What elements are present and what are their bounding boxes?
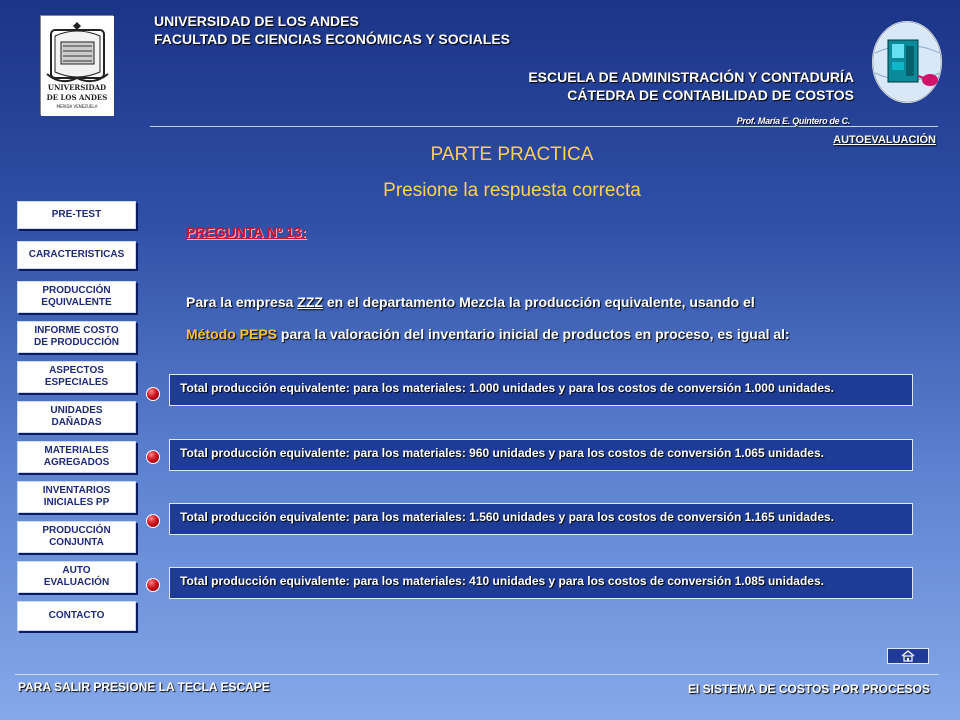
system-name: El SISTEMA DE COSTOS POR PROCESOS (687, 682, 930, 696)
chair-name: CÁTEDRA DE CONTABILIDAD DE COSTOS (567, 87, 854, 103)
sidebar-item-produccion-conjunta[interactable]: PRODUCCIÓN CONJUNTA (17, 521, 136, 553)
sidebar-item-materiales-agregados[interactable]: MATERIALES AGREGADOS (17, 441, 136, 473)
question-text-part: en el departamento Mezcla la producción equivalente, usando el (322, 294, 755, 310)
globe-computer-icon (870, 18, 945, 106)
svg-text:UNIVERSIDAD: UNIVERSIDAD (47, 83, 107, 92)
sidebar-item-produccion-equivalente[interactable]: PRODUCCIÓN EQUIVALENTE (17, 281, 136, 313)
home-icon (901, 650, 915, 662)
question-text-part: Para la empresa (186, 294, 298, 310)
faculty-name: FACULTAD DE CIENCIAS ECONÓMICAS Y SOCIALES (154, 31, 510, 47)
svg-text:MERIDA VENEZUELA: MERIDA VENEZUELA (56, 104, 98, 109)
answer-bullet-icon[interactable] (146, 514, 160, 528)
sidebar-item-unidades-danadas[interactable]: UNIDADES DAÑADAS (17, 401, 136, 433)
company-name: ZZZ (297, 294, 323, 310)
answer-option-3[interactable]: Total producción equivalente: para los materiales: 1.560 unidades y para los costos de conversión 1.165 unidades. (169, 503, 913, 535)
answer-option-2[interactable]: Total producción equivalente: para los materiales: 960 unidades y para los costos de conversión 1.065 unidades. (169, 439, 913, 471)
home-button[interactable] (887, 648, 929, 664)
answer-option-1[interactable]: Total producción equivalente: para los materiales: 1.000 unidades y para los costos de conversión 1.000 unidades. (169, 374, 913, 406)
question-text-line-2 (186, 326, 790, 342)
section-link-autoevaluacion[interactable]: AUTOEVALUACIÓN (833, 134, 936, 146)
question-text-line-1 (186, 294, 755, 310)
sidebar-item-aspectos-especiales[interactable]: ASPECTOS ESPECIALES (17, 361, 136, 393)
answer-bullet-icon[interactable] (146, 450, 160, 464)
answer-option-4[interactable]: Total producción equivalente: para los materiales: 410 unidades y para los costos de conversión 1.085 unidades. (169, 567, 913, 599)
university-logo (40, 15, 113, 115)
sidebar-item-caracteristicas[interactable]: CARACTERISTICAS (17, 241, 136, 269)
university-name: UNIVERSIDAD DE LOS ANDES (154, 13, 359, 29)
school-name: ESCUELA DE ADMINISTRACIÓN Y CONTADURÍA (528, 69, 854, 85)
page-title: PARTE PRACTICA (430, 144, 594, 165)
sidebar-item-informe-costo[interactable]: INFORME COSTO DE PRODUCCIÓN (17, 321, 136, 353)
question-text-part: para la valoración del inventario inicial de productos en proceso, es igual al: (277, 326, 790, 342)
question-label: PREGUNTA Nº 13: (186, 224, 307, 240)
svg-text:DE LOS ANDES: DE LOS ANDES (46, 93, 108, 102)
answer-bullet-icon[interactable] (146, 387, 160, 401)
sidebar-item-pre-test[interactable]: PRE-TEST (17, 201, 136, 229)
university-seal-icon (41, 16, 114, 116)
exit-hint: PARA SALIR PRESIONE LA TECLA ESCAPE (18, 680, 270, 694)
footer-divider (15, 674, 939, 675)
answer-bullet-icon[interactable] (146, 578, 160, 592)
page-subtitle: Presione la respuesta correcta (383, 180, 641, 201)
sidebar-item-auto-evaluacion[interactable]: AUTO EVALUACIÓN (17, 561, 136, 593)
sidebar-item-inventarios-iniciales[interactable]: INVENTARIOS INICIALES PP (17, 481, 136, 513)
sidebar-item-contacto[interactable]: CONTACTO (17, 601, 136, 631)
professor-name: Prof. María E. Quintero de C. (736, 116, 850, 126)
header-divider (150, 126, 938, 127)
method-name: Método PEPS (186, 326, 278, 342)
